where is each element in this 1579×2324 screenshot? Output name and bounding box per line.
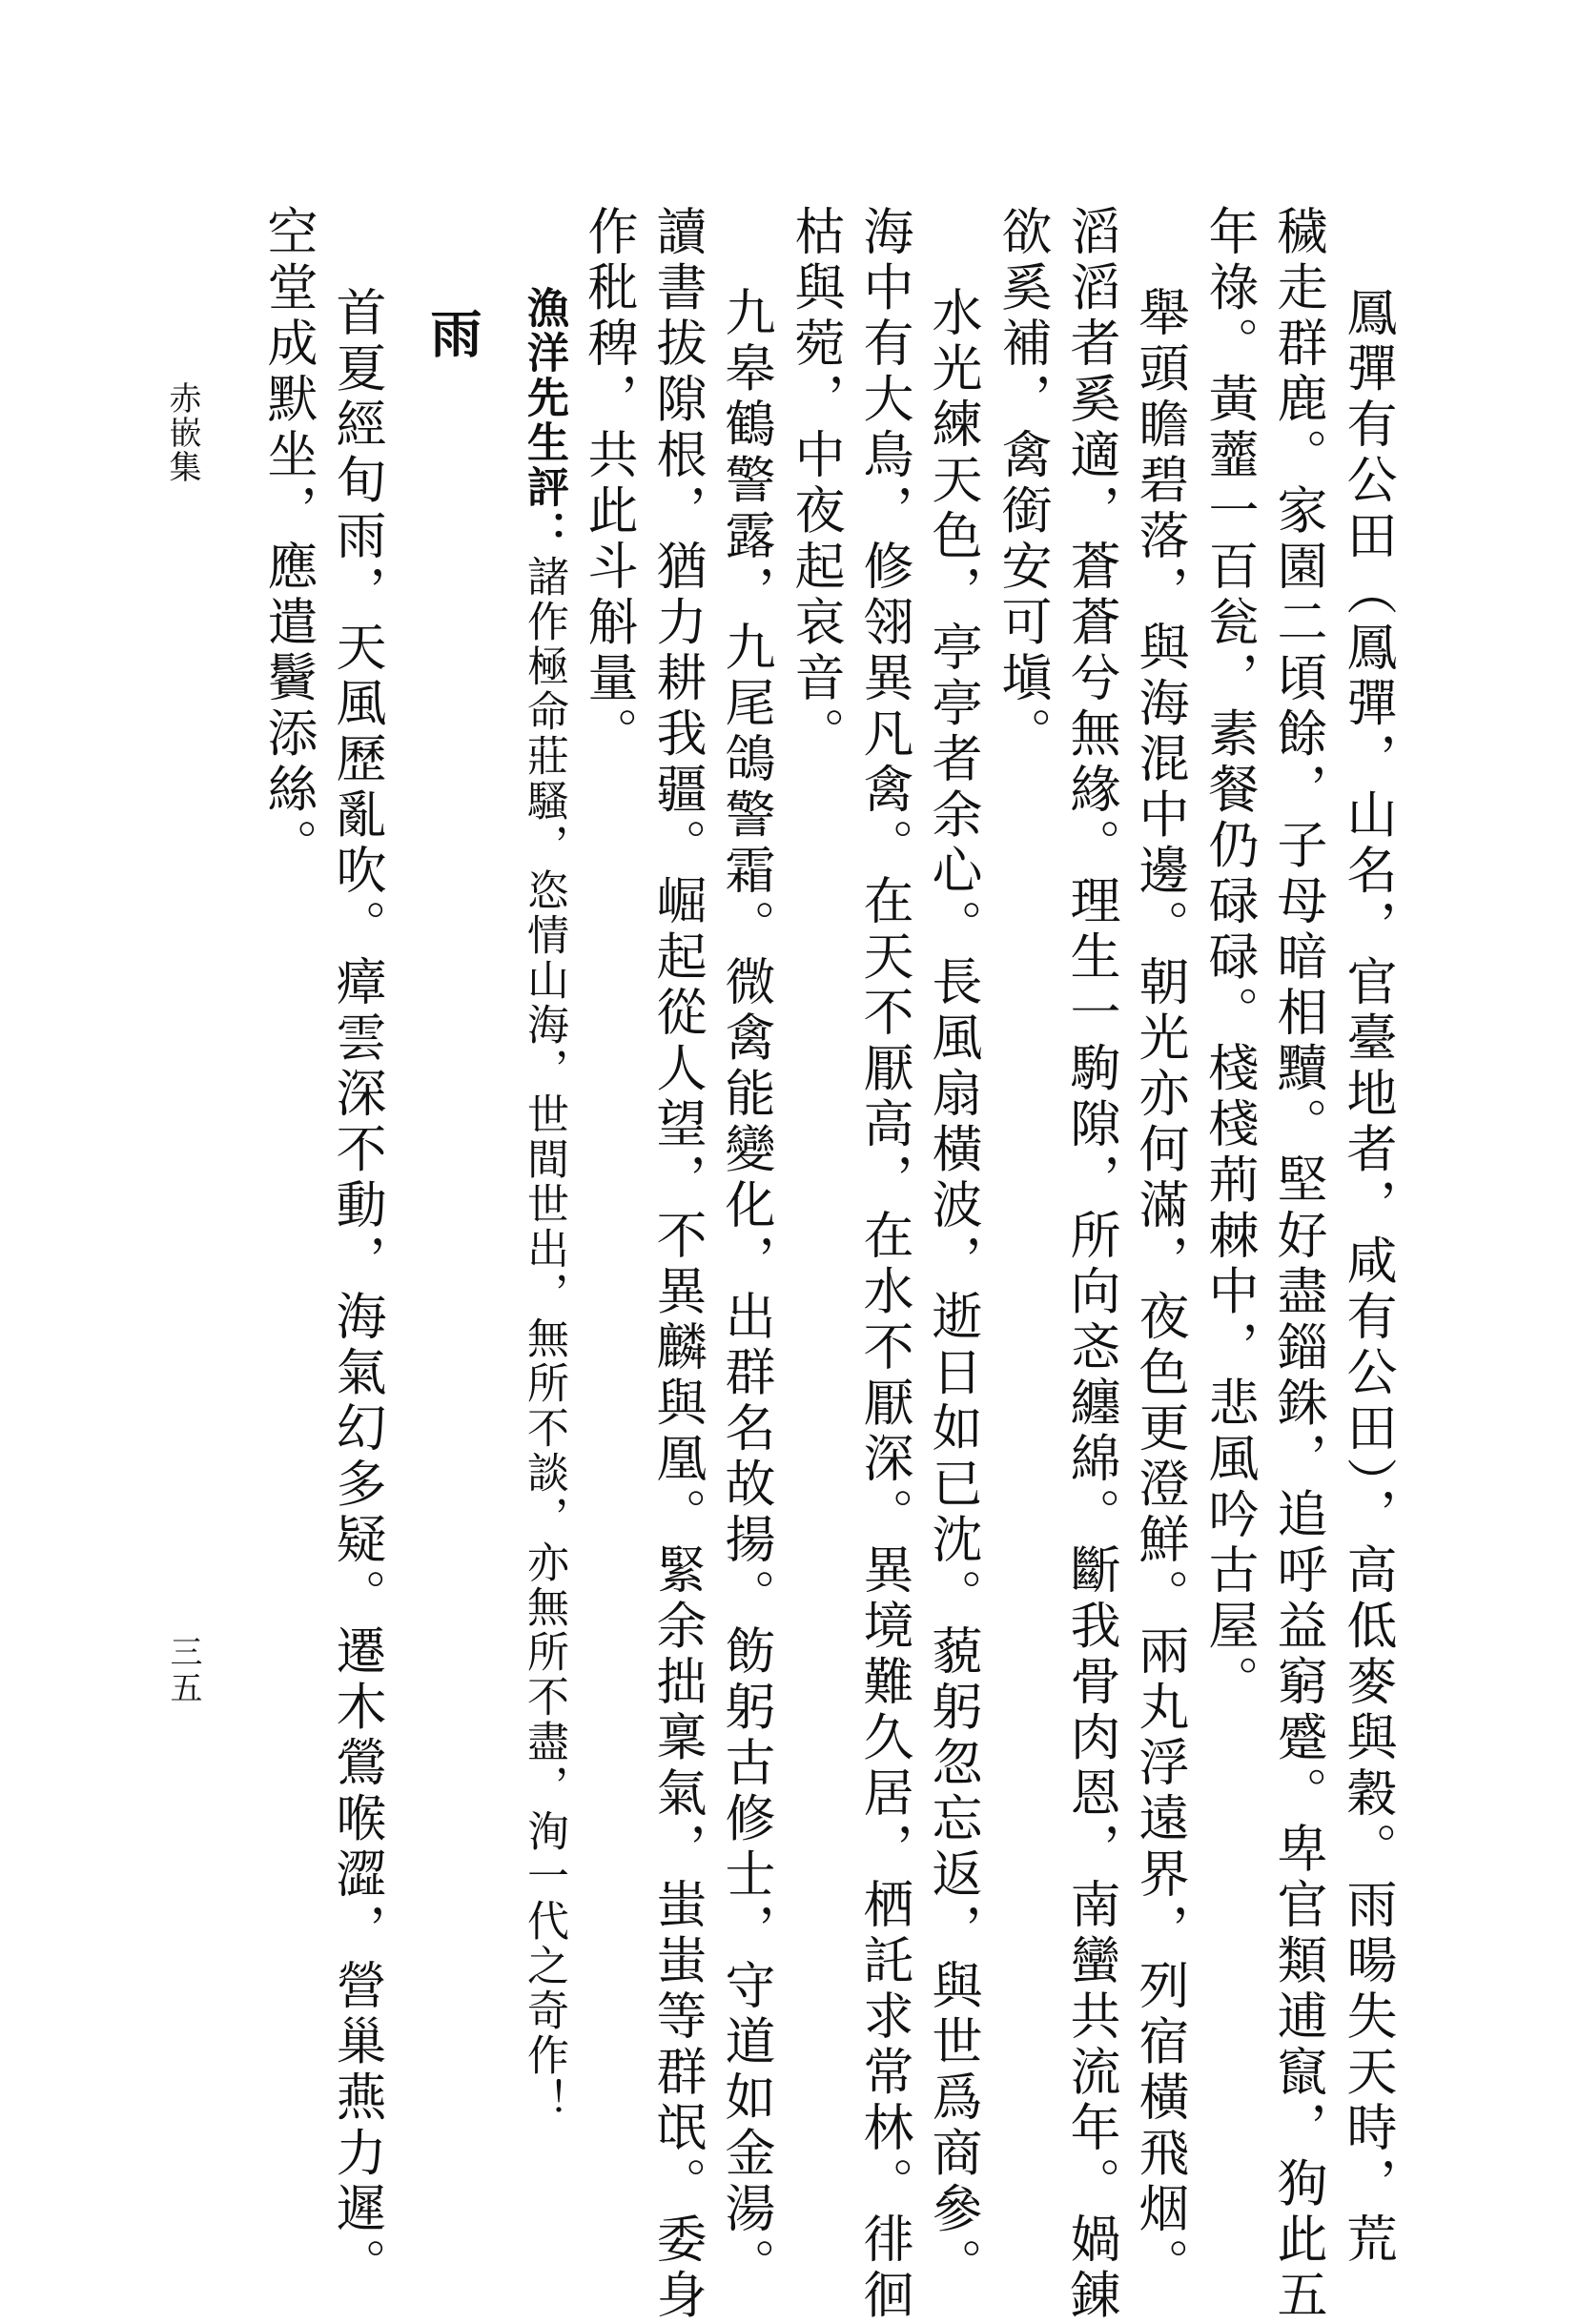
- book-title-header: 赤嵌集: [163, 381, 201, 484]
- poem-column-2: 穢走群鹿。家園二頃餘，子母暗相黷。堅好盡錙銖，追呼益窮蹙。卑官類逋竄，狗此五: [1269, 205, 1327, 2324]
- poem-column-8: 海中有大鳥，修翎異凡禽。在天不厭高，在水不厭深。異境難久居，栖託求常林。徘徊: [855, 205, 913, 2324]
- poem-column-7: 水光練天色，亭亭者余心。長風扇橫波，逝日如已沈。藐躬忽忘返，與世爲商參。: [924, 286, 982, 2293]
- poem-rain-column-1: 首夏經旬雨，天風歷亂吹。瘴雲深不動，海氣幻多疑。遷木鶯喉澀，營巢燕力遲。: [328, 286, 386, 2293]
- poem-title: 雨: [422, 307, 483, 364]
- commentary-text: 諸作極命莊騷，恣情山海，世間世出，無所不談，亦無所不盡，洵一代之奇作！: [520, 555, 568, 2123]
- poem-column-12: 作秕稗，共此斗斛量。: [580, 205, 638, 763]
- poem-column-1: 鳳彈有公田（鳳彈，山名，官臺地者，咸有公田），高低麥與穀。雨暘失天時，荒: [1339, 286, 1397, 2269]
- poem-column-3: 年祿。黃虀一百瓮，素餐仍碌碌。棧棧荊棘中，悲風吟古屋。: [1200, 205, 1259, 1711]
- poem-rain-column-2: 空堂成默坐，應遣鬢添絲。: [259, 205, 318, 874]
- poem-column-6: 欲奚補，禽銜安可塡。: [994, 205, 1052, 763]
- poem-column-9: 枯與菀，中夜起哀音。: [787, 205, 845, 763]
- page-number: 三五: [164, 1635, 202, 1707]
- poem-column-10: 九皋鶴警露，九尾鴿警霜。微禽能變化，出群名故揚。飭躬古修士，守道如金湯。: [717, 286, 775, 2293]
- poem-column-11: 讀書拔隙根，猶力耕我疆。崛起從人望，不異麟與凰。緊余拙稟氣，蚩蚩等群氓。委身: [648, 205, 707, 2324]
- poem-column-4: 舉頭瞻碧落，與海混中邊。朝光亦何滿，夜色更澄鮮。兩丸浮遠界，列宿橫飛烟。: [1131, 286, 1189, 2293]
- commentary-label: 漁洋先生評：: [520, 286, 568, 555]
- commentary: [520, 286, 568, 2123]
- poem-column-5: 滔滔者奚適，蒼蒼兮無緣。理生一駒隙，所向忞纏綿。斷我骨肉恩，南蠻共流年。媧錬: [1062, 205, 1120, 2324]
